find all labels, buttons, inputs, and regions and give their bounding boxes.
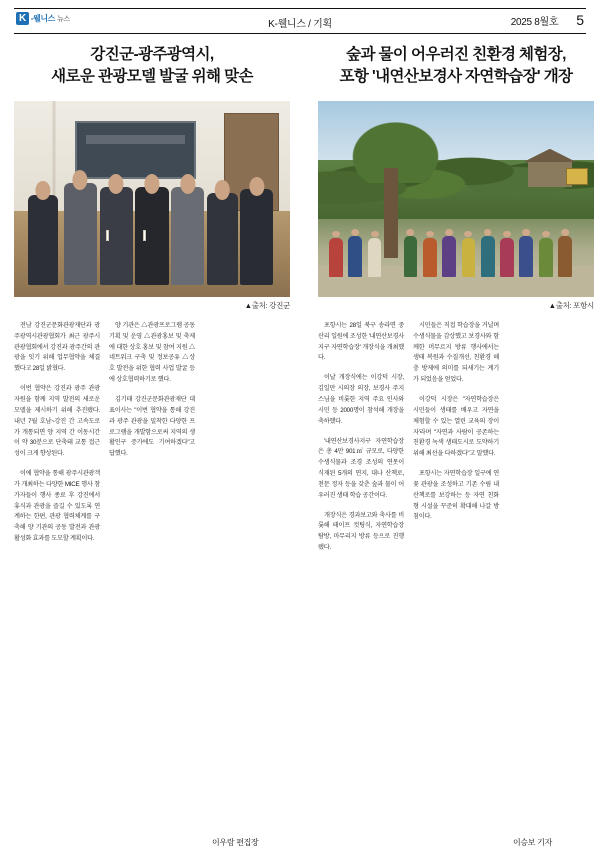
- logo-badge: K: [16, 12, 29, 25]
- paragraph: '내연산보경사지구 자연학습장은 총 4만 901㎡ 규모로, 다양한 수생식물과 조경 조성의 연못이 식재된 5개의 연지, 대나 산책로, 천문 정자 등을 갖춘 숲과 물이 어우러진 생태 학습 공간이다.: [318, 437, 404, 499]
- forest-experience-photo: [318, 101, 594, 297]
- body-column-1: [318, 321, 404, 563]
- page-footer: [14, 837, 586, 853]
- signing-ceremony-photo: [14, 101, 290, 297]
- paragraph: 전남 강진군문화관광재단과 광주광역시관광협회가 최근 광주시관광협회에서 강진과 광주간의 관광을 잇기 위해 업무협약을 체결했다고 28일 밝혔다.: [14, 321, 100, 373]
- paragraph: 포항시는 28일 북구 송라면 중산리 일원에 조성한 '내연산보경사지구 자연학습장' 개장식을 개최했다.: [318, 321, 404, 362]
- masthead-rule-bottom: [14, 33, 586, 34]
- article-left: [14, 42, 290, 563]
- paragraph: 포항시는 자연학습장 일구에 연꽃 관광을 조성하고 기존 수림 내 산책로를 보강하는 등 자연 친화형 시설을 꾸준히 확대해 나갈 방침이다.: [413, 470, 499, 521]
- logo-wordmark: -웰니스: [30, 14, 55, 23]
- article-spread: [14, 42, 594, 563]
- reporter-credit: 이승보 기자: [512, 838, 552, 847]
- paragraph: 시민들은 직접 학습장을 거닐며 수생식물을 감상했고 보경사와 함께한 머무르지 방류 행사에서는 생태 복원과 수질개선, 친환경 해충 방제에 의미를 되새기는 계기가 되었음을 얻었다.: [413, 321, 499, 384]
- logo-subtext: 뉴스: [56, 15, 70, 23]
- photo-credit: ▲출처: 포항시: [548, 300, 594, 310]
- article-headline: 숲과 물이 어우러진 친환경 체험장, 포항 '내연산보경사 자연학습장' 개장: [339, 46, 573, 86]
- masthead-rule-top: [14, 8, 586, 9]
- article-right: [318, 42, 594, 563]
- photo-credit: ▲출처: 강진군: [244, 300, 290, 310]
- issue-date: 2025 8월호: [510, 17, 559, 28]
- paragraph: 이강덕 시장은 "자연학습장은 시민들이 생태를 배우고 자연을 체험할 수 있는 열린 교육의 장이자'라며 "자연과 사람이 공존하는 친환경 녹색 생태도시로 도약하기 위해 최선을 다하겠다"고 말했다.: [413, 396, 499, 458]
- body-column-1: [14, 321, 100, 554]
- body-column-2: [109, 321, 195, 554]
- article-body: [14, 321, 290, 554]
- page-content: [14, 42, 594, 563]
- paragraph: 개장식은 경과보고와 축사를 비롯해 테이프 컷팅식, 자연학습장 탐방, 마무리지 방류 등으로 진행됐다.: [318, 511, 404, 552]
- paragraph: 이에 협약을 통해 광주시관광객가 개최하는 다양한 MICE 행사 참가자들이 행사 종료 후 강진에서 휴식과 관광을 즐길 수 있도록 연계하는 한편, 관광 협력체계를 구축해 양 기관의 공동 발전과 관광 활성화 효과를 도모할 계획이다.: [14, 470, 100, 543]
- article-headline: 강진군-광주광역시, 새로운 관광모델 발굴 위해 맞손: [51, 46, 253, 86]
- editor-credit: 이우람 편집장: [212, 838, 259, 847]
- body-column-2: [413, 321, 499, 563]
- page-number: 5: [576, 12, 584, 28]
- article-body: [318, 321, 594, 563]
- masthead-meta: [511, 12, 584, 28]
- masthead: [14, 8, 586, 34]
- paragraph: 양 기관은 △관광프로그램 공동 기획 및 운영 △관광홍보 및 축제에 대한 상호 홍보 및 참여 지원 △네트워크 구축 및 정보공유 △상호 발전을 위한 협력 사업 발굴 등에 상호협력하기로 했다.: [109, 321, 195, 384]
- paragraph: 이번 협약은 강진과 광주 관광자원을 함께 지역 발전의 새로운 모델을 제시하기 위해 추진됐다. 내년 7월 호남~강진 간 고속도로가 개통되면 양 지역 간 이동시간이 약 30분으로 단축돼 교통 접근성이 크게 향상된다.: [14, 385, 100, 458]
- paragraph: 이날 개장식에는 이강덕 시장, 김일만 시의장 의장, 보경사 주지 스님을 비롯한 지역 주요 인사와 시민 등 2000명이 참석해 개장을 축하했다.: [318, 374, 404, 425]
- section-title: K-웰니스 / 기획: [268, 19, 332, 30]
- paragraph: 김기태 강진군문화관광재단 대표이사는 "이번 협약을 통해 강진과 광주 관광을 밀착한 다양한 프로그램을 개발함으로써 지역의 생활인구 증가에도 기여하겠다"고 답했다.: [109, 396, 195, 458]
